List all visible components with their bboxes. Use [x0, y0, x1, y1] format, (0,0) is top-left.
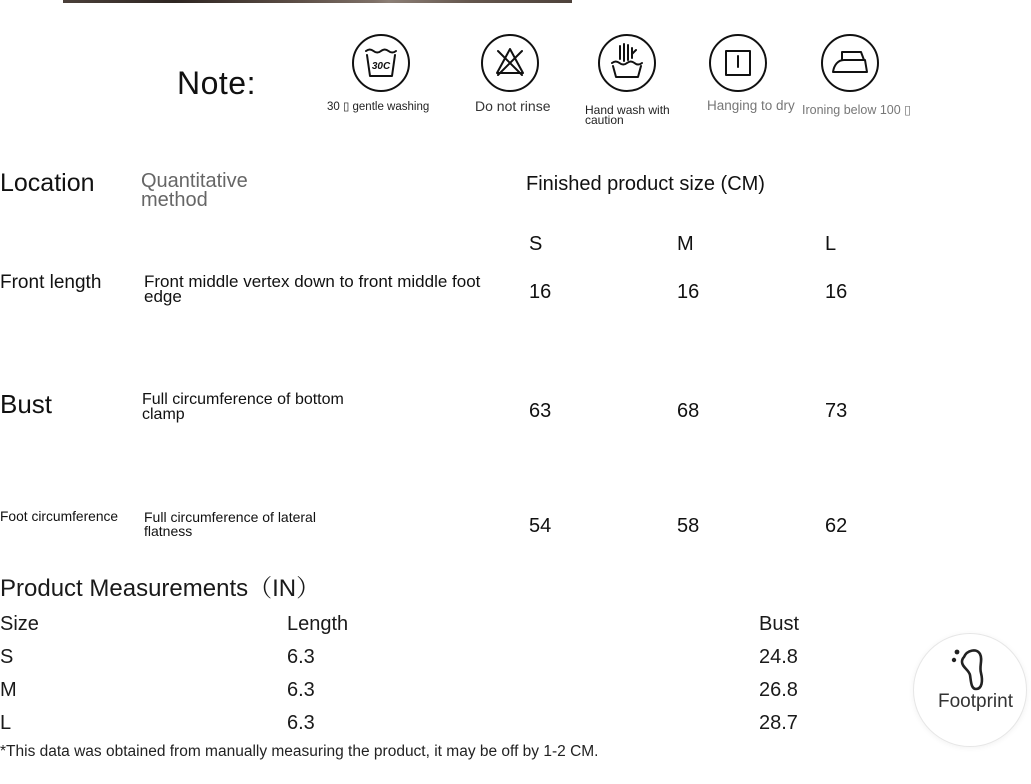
row-method: Full circumference of lateral flatness [144, 509, 316, 539]
row-method: Full circumference of bottom clamp [142, 391, 344, 423]
row-location: Bust [0, 389, 53, 419]
icon-ring [822, 35, 878, 91]
row-location: Front length [0, 272, 102, 293]
header-size: Size [0, 613, 39, 635]
header-quantitative-method: Quantitative method [141, 170, 248, 211]
foot-sole-shape [962, 650, 982, 689]
footprint-label[interactable]: Footprint [938, 691, 1013, 712]
hand-shape [620, 44, 636, 61]
toe-dot [952, 658, 956, 662]
row-value-s: 54 [529, 515, 552, 537]
cell-bust: 28.7 [759, 712, 798, 734]
cell-length: 6.3 [287, 712, 315, 734]
hang-dry-icon [708, 33, 768, 93]
size-label-s: S [529, 233, 543, 255]
care-label-no-rinse: Do not rinse [475, 98, 551, 114]
footprint-button[interactable] [913, 633, 1027, 747]
row-value-m: 16 [677, 281, 700, 303]
iron-body [833, 60, 867, 72]
header-location: Location [0, 169, 95, 197]
row-value-l: 73 [825, 400, 848, 422]
cell-size: M [0, 679, 17, 701]
wash-temperature-text: 30C [371, 61, 391, 72]
wash-30-icon [351, 33, 411, 93]
row-value-s: 16 [529, 281, 552, 303]
row-method: Front middle vertex down to front middle foot edge [144, 272, 481, 306]
cell-size: L [0, 712, 12, 734]
size-label-l: L [825, 233, 837, 255]
header-length: Length [287, 613, 349, 635]
header-finished-size: Finished product size (CM) [526, 173, 765, 195]
toe-dot [955, 650, 960, 655]
row-value-s: 63 [529, 400, 552, 422]
care-label-hand-wash: Hand wash with caution [585, 103, 670, 127]
row-value-l: 16 [825, 281, 848, 303]
cell-bust: 24.8 [759, 646, 798, 668]
cell-size: S [0, 646, 14, 668]
iron-handle [842, 52, 864, 60]
row-location: Foot circumference [0, 509, 119, 524]
care-note-label: Note: [177, 65, 256, 101]
header-bust: Bust [759, 613, 800, 635]
measurement-disclaimer: *This data was obtained from manually measuring the product, it may be off by 1-2 CM. [0, 743, 599, 760]
water-wave [366, 50, 396, 53]
row-value-m: 68 [677, 400, 700, 422]
do-not-bleach-icon [480, 33, 540, 93]
cell-length: 6.3 [287, 646, 315, 668]
size-label-m: M [677, 233, 694, 255]
cell-length: 6.3 [287, 679, 315, 701]
cell-bust: 26.8 [759, 679, 798, 701]
footprint-icon[interactable] [949, 645, 989, 691]
product-photo-edge [63, 0, 572, 3]
measurements-title: Product Measurements（IN） [0, 575, 321, 602]
care-label-iron: Ironing below 100 ▯ [802, 103, 912, 117]
care-label-gentle-wash: 30 ▯ gentle washing [327, 101, 430, 113]
iron-low-temp-icon [820, 33, 880, 93]
care-label-hang-dry: Hanging to dry [707, 98, 795, 113]
hand-wash-icon [597, 33, 657, 93]
water-wave [612, 62, 642, 65]
tub-shape [613, 66, 641, 77]
row-value-l: 62 [825, 515, 848, 537]
row-value-m: 58 [677, 515, 700, 537]
